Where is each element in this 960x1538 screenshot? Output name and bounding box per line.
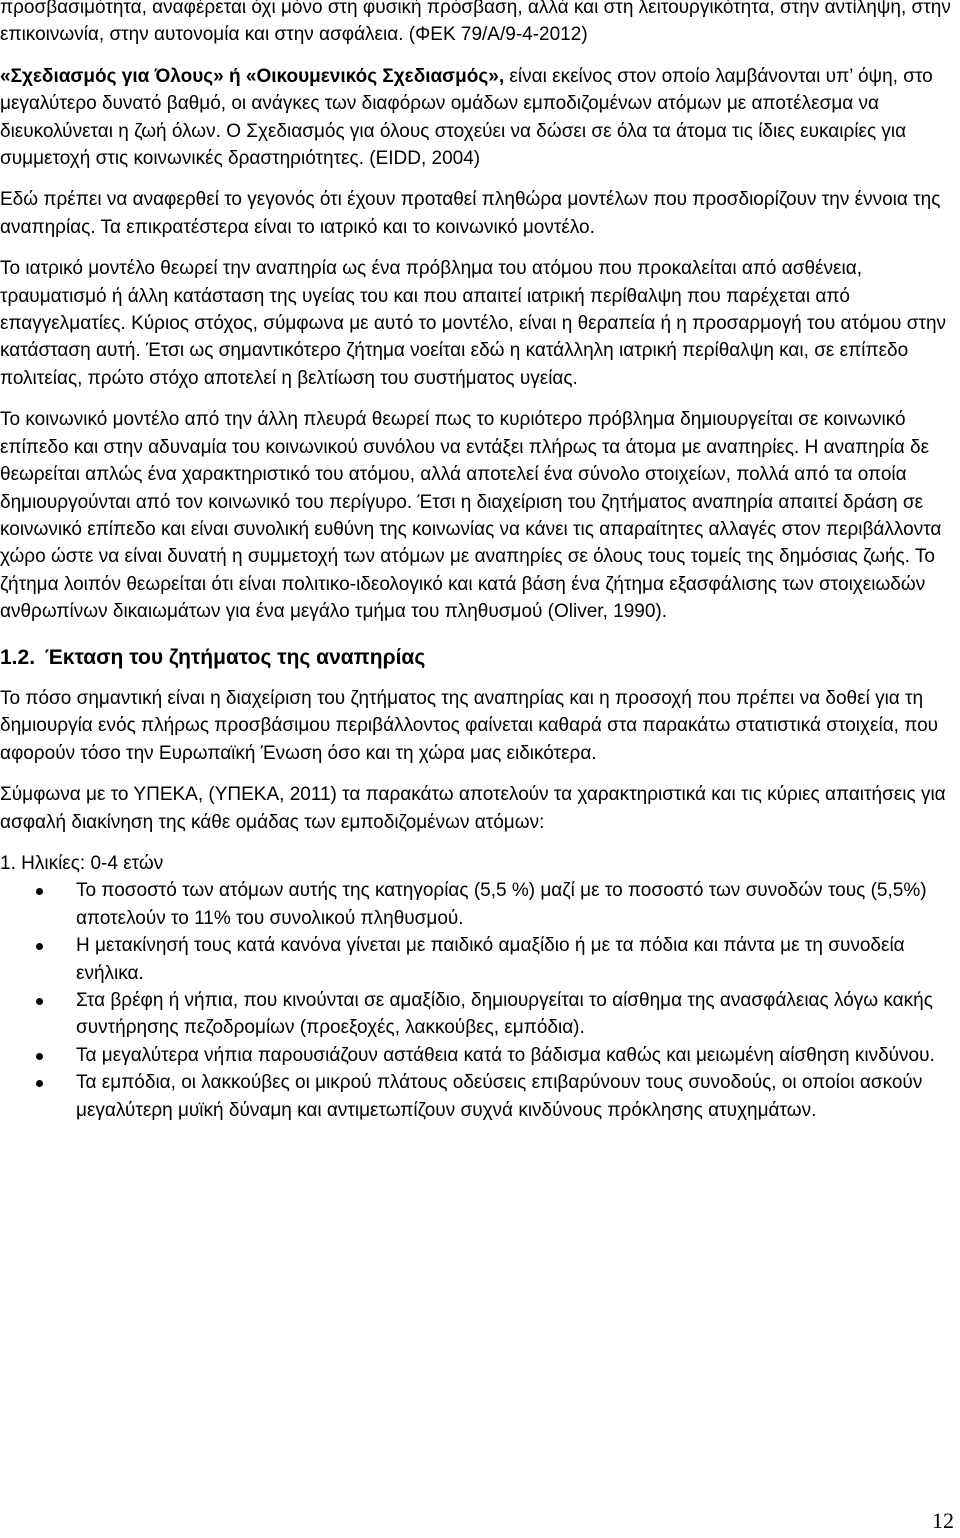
list-title: 1. Ηλικίες: 0-4 ετών	[0, 852, 164, 874]
list-item	[0, 932, 958, 987]
bullet-icon	[36, 888, 43, 895]
paragraph-medical-model: Το ιατρικό μοντέλο θεωρεί την αναπηρία ως ένα πρόβλημα του ατόμου που προκαλείται από ασθένεια, τραυματισμό ή άλλη κατάσταση της υγείας του και που απαιτεί ιατρική περίθαλψη που παρέχεται από επαγγελματίες. Κύριος στόχος, σύμφωνα με αυτό το μοντέλο, είναι η θεραπεία ή η προσαρμογή του ατόμου στην κατάσταση αυτή. Έτσι ως σημαντικότερο ζήτημα νοείται εδώ η κατάλληλη ιατρική περίθαλψη και, σε επίπεδο πολιτείας, πρώτο στόχο αποτελεί η βελτίωση του συστήματος υγείας.	[0, 258, 947, 389]
list-item-text: Η μετακίνησή τους κατά κανόνα γίνεται με παιδικό αμαξίδιο ή με τα πόδια και πάντα με τη συνοδεία ενήλικα.	[76, 935, 905, 984]
list-item	[0, 1042, 958, 1069]
design-for-all-term: «Σχεδιασμός για Όλους» ή «Οικουμενικός Σχεδιασμός»,	[0, 65, 505, 87]
list-item	[0, 987, 958, 1042]
section-title: Έκταση του ζητήματος της αναπηρίας	[44, 645, 426, 669]
section-heading	[0, 644, 958, 671]
paragraph-disability-models: Εδώ πρέπει να αναφερθεί το γεγονός ότι έχουν προταθεί πληθώρα μοντέλων που προσδιορίζουν την έννοια της αναπηρίας. Τα επικρατέστερα είναι το ιατρικό και το κοινωνικό μοντέλο.	[0, 189, 941, 238]
paragraph-importance: Το πόσο σημαντική είναι η διαχείριση του ζητήματος της αναπηρίας και η προσοχή που πρέπει να δοθεί για τη δημιουργία ενός πλήρως προσβάσιμου περιβάλλοντος φαίνεται καθαρά στα παρακάτω στατιστικά στοιχεία, που αφορούν τόσο την Ευρωπαϊκή Ένωση όσο και τη χώρα μας ειδικότερα.	[0, 687, 939, 764]
list-item-text: Στα βρέφη ή νήπια, που κινούνται σε αμαξίδιο, δημιουργείται το αίσθημα της ανασφάλειας λόγω κακής συντήρησης πεζοδρομίων (προεξοχές, λακκούβες, εμπόδια).	[76, 990, 933, 1039]
paragraph-ypeka: Σύμφωνα με το ΥΠΕΚΑ, (ΥΠΕΚΑ, 2011) τα παρακάτω αποτελούν τα χαρακτηριστικά και τις κύριες απαιτήσεις για ασφαλή διακίνηση της κάθε ομάδας των εμποδιζομένων ατόμων:	[0, 784, 946, 833]
bullet-icon	[36, 1053, 43, 1060]
list-item-text: Το ποσοστό των ατόμων αυτής της κατηγορίας (5,5 %) μαζί με το ποσοστό των συνοδών τους (5,5%) αποτελούν το 11% του συνολικού πληθυσμού.	[76, 880, 927, 929]
list-item	[0, 1069, 958, 1124]
bullet-icon	[36, 1080, 43, 1087]
list-item-text: Τα εμπόδια, οι λακκούβες οι μικρού πλάτους οδεύσεις επιβαρύνουν τους συνοδούς, οι οποίοι ασκούν μεγαλύτερη μυϊκή δύναμη και αντιμετωπίζουν συχνά κινδύνους πρόκλησης ατυχημάτων.	[76, 1072, 923, 1121]
bullet-icon	[36, 943, 43, 950]
section-number: 1.2.	[0, 645, 36, 669]
paragraph-accessibility-definition: προσβασιμότητα, αναφέρεται όχι μόνο στη φυσική πρόσβαση, αλλά και στη λειτουργικότητα, στην αντίληψη, στην επικοινωνία, στην αυτονομία και στην ασφάλεια. (ΦΕΚ 79/Α/9-4-2012)	[0, 0, 951, 46]
list-item	[0, 877, 958, 932]
bullet-list	[0, 877, 958, 1124]
paragraph-design-for-all	[0, 63, 958, 173]
paragraph-social-model: Το κοινωνικό μοντέλο από την άλλη πλευρά θεωρεί πως το κυριότερο πρόβλημα δημιουργείται σε κοινωνικό επίπεδο και στην αδυναμία του κοινωνικού συνόλου να εντάξει πλήρως τα άτομα με αναπηρίες. Η αναπηρία δε θεωρείται απλώς ένα χαρακτηριστικό του ατόμου, αλλά αποτελεί ένα σύνολο στοιχείων, πολλά από τα οποία δημιουργούνται από τον κοινωνικό του περίγυρο. Έτσι η διαχείριση του ζητήματος αναπηρία απαιτεί δράση σε κοινωνικό επίπεδο και είναι συνολική ευθύνη της κοινωνίας να κάνει τις απαραίτητες αλλαγές στον περιβάλλοντα χώρο ώστε να είναι δυνατή η συμμετοχή των ατόμων με αναπηρίες σε όλους τους τομείς της δημόσιας ζωής. Το ζήτημα λοιπόν θεωρείται ότι είναι πολιτικο-ιδεολογικό και κατά βάση ένα ζήτημα εξασφάλισης των στοιχειωδών ανθρωπίνων δικαιωμάτων για ένα μεγάλο τμήμα του πληθυσμού (Oliver, 1990).	[0, 409, 942, 623]
design-for-all-text: είναι εκείνος στον οποίο λαμβάνονται υπ’ όψη, στο μεγαλύτερο δυνατό βαθμό, οι ανάγκες των διαφόρων ομάδων εμποδιζομένων ατόμων με αποτέλεσμα να διευκολύνεται η ζωή όλων. Ο Σχεδιασμός για όλους στοχεύει να δώσει σε όλα τα άτομα τις ίδιες ευκαιρίες για συμμετοχή στις κοινωνικές δραστηριότητες. (EIDD, 2004)	[0, 65, 933, 170]
bullet-icon	[36, 998, 43, 1005]
page-number: 12	[932, 1508, 954, 1533]
list-item-text: Τα μεγαλύτερα νήπια παρουσιάζουν αστάθεια κατά το βάδισμα καθώς και μειωμένη αίσθηση κινδύνου.	[76, 1044, 935, 1066]
